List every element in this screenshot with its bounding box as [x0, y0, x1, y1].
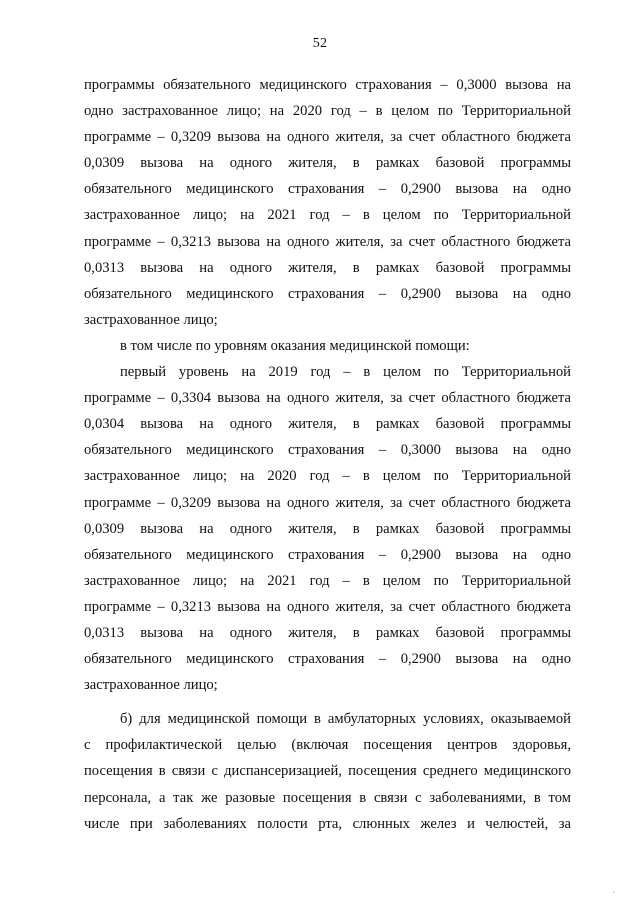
paragraph-call-rates-2020-2021 [84, 72, 571, 333]
text-line: программы обязательного медицинского страхования – 0,3000 вызова на [84, 77, 571, 93]
document-body [84, 72, 571, 837]
page-number: 52 [312, 36, 328, 51]
text-line: 0,0313 вызова на одного жителя, в рамках базовой программы [84, 259, 571, 276]
paragraph-care-levels-intro [84, 333, 571, 359]
text-line: 0,0309 вызова на одного жителя, в рамках базовой программы [84, 520, 571, 537]
text-line: обязательного медицинского страхования – 0,2900 вызова на одно [84, 546, 571, 563]
text-line: программе – 0,3209 вызова на одного жителя, за счет областного бюджета [84, 129, 571, 146]
text-line: программе – 0,3209 вызова на одного жителя, за счет областного бюджета [84, 494, 571, 511]
text-line: 0,0313 вызова на одного жителя, в рамках базовой программы [84, 624, 571, 641]
text-line: обязательного медицинского страхования – 0,3000 вызова на одно [84, 442, 571, 459]
text-line: первый уровень на 2019 год – в целом по Территориальной [120, 364, 571, 381]
text-line: обязательного медицинского страхования – 0,2900 вызова на одно [84, 181, 571, 198]
text-line: обязательного медицинского страхования – 0,2900 вызова на одно [84, 285, 571, 302]
text-line: в том числе по уровням оказания медицинской помощи: [120, 337, 470, 354]
paragraph-item-b [84, 706, 571, 836]
text-line: программе – 0,3304 вызова на одного жителя, за счет областного бюджета [84, 390, 571, 407]
text-line: застрахованное лицо; на 2020 год – в целом по Территориальной [84, 468, 571, 485]
text-line: обязательного медицинского страхования – 0,2900 вызова на одно [84, 651, 571, 668]
text-line: застрахованное лицо; [84, 311, 218, 328]
text-line: застрахованное лицо; на 2021 год – в целом по Территориальной [84, 207, 571, 224]
text-line: персонала, а так же разовые посещения в связи с заболеваниями, в том [84, 789, 571, 806]
text-line: 0,0309 вызова на одного жителя, в рамках базовой программы [84, 155, 571, 172]
text-line: программе – 0,3213 вызова на одного жителя, за счет областного бюджета [84, 598, 571, 615]
paragraph-first-level [84, 359, 571, 698]
scan-edge-mark: · [612, 888, 616, 899]
text-line: посещения в связи с диспансеризацией, посещения среднего медицинского [84, 763, 571, 780]
text-line: числе при заболеваниях полости рта, слюнных желез и челюстей, за [84, 815, 571, 832]
text-line: 0,0304 вызова на одного жителя, в рамках базовой программы [84, 416, 571, 433]
text-line: застрахованное лицо; [84, 677, 218, 694]
text-line: одно застрахованное лицо; на 2020 год – в целом по Территориальной [84, 103, 571, 120]
text-line: б) для медицинской помощи в амбулаторных условиях, оказываемой [120, 711, 571, 728]
text-line: с профилактической целью (включая посещения центров здоровья, [84, 737, 571, 754]
text-line: программе – 0,3213 вызова на одного жителя, за счет областного бюджета [84, 233, 571, 250]
text-line: застрахованное лицо; на 2021 год – в целом по Территориальной [84, 572, 571, 589]
